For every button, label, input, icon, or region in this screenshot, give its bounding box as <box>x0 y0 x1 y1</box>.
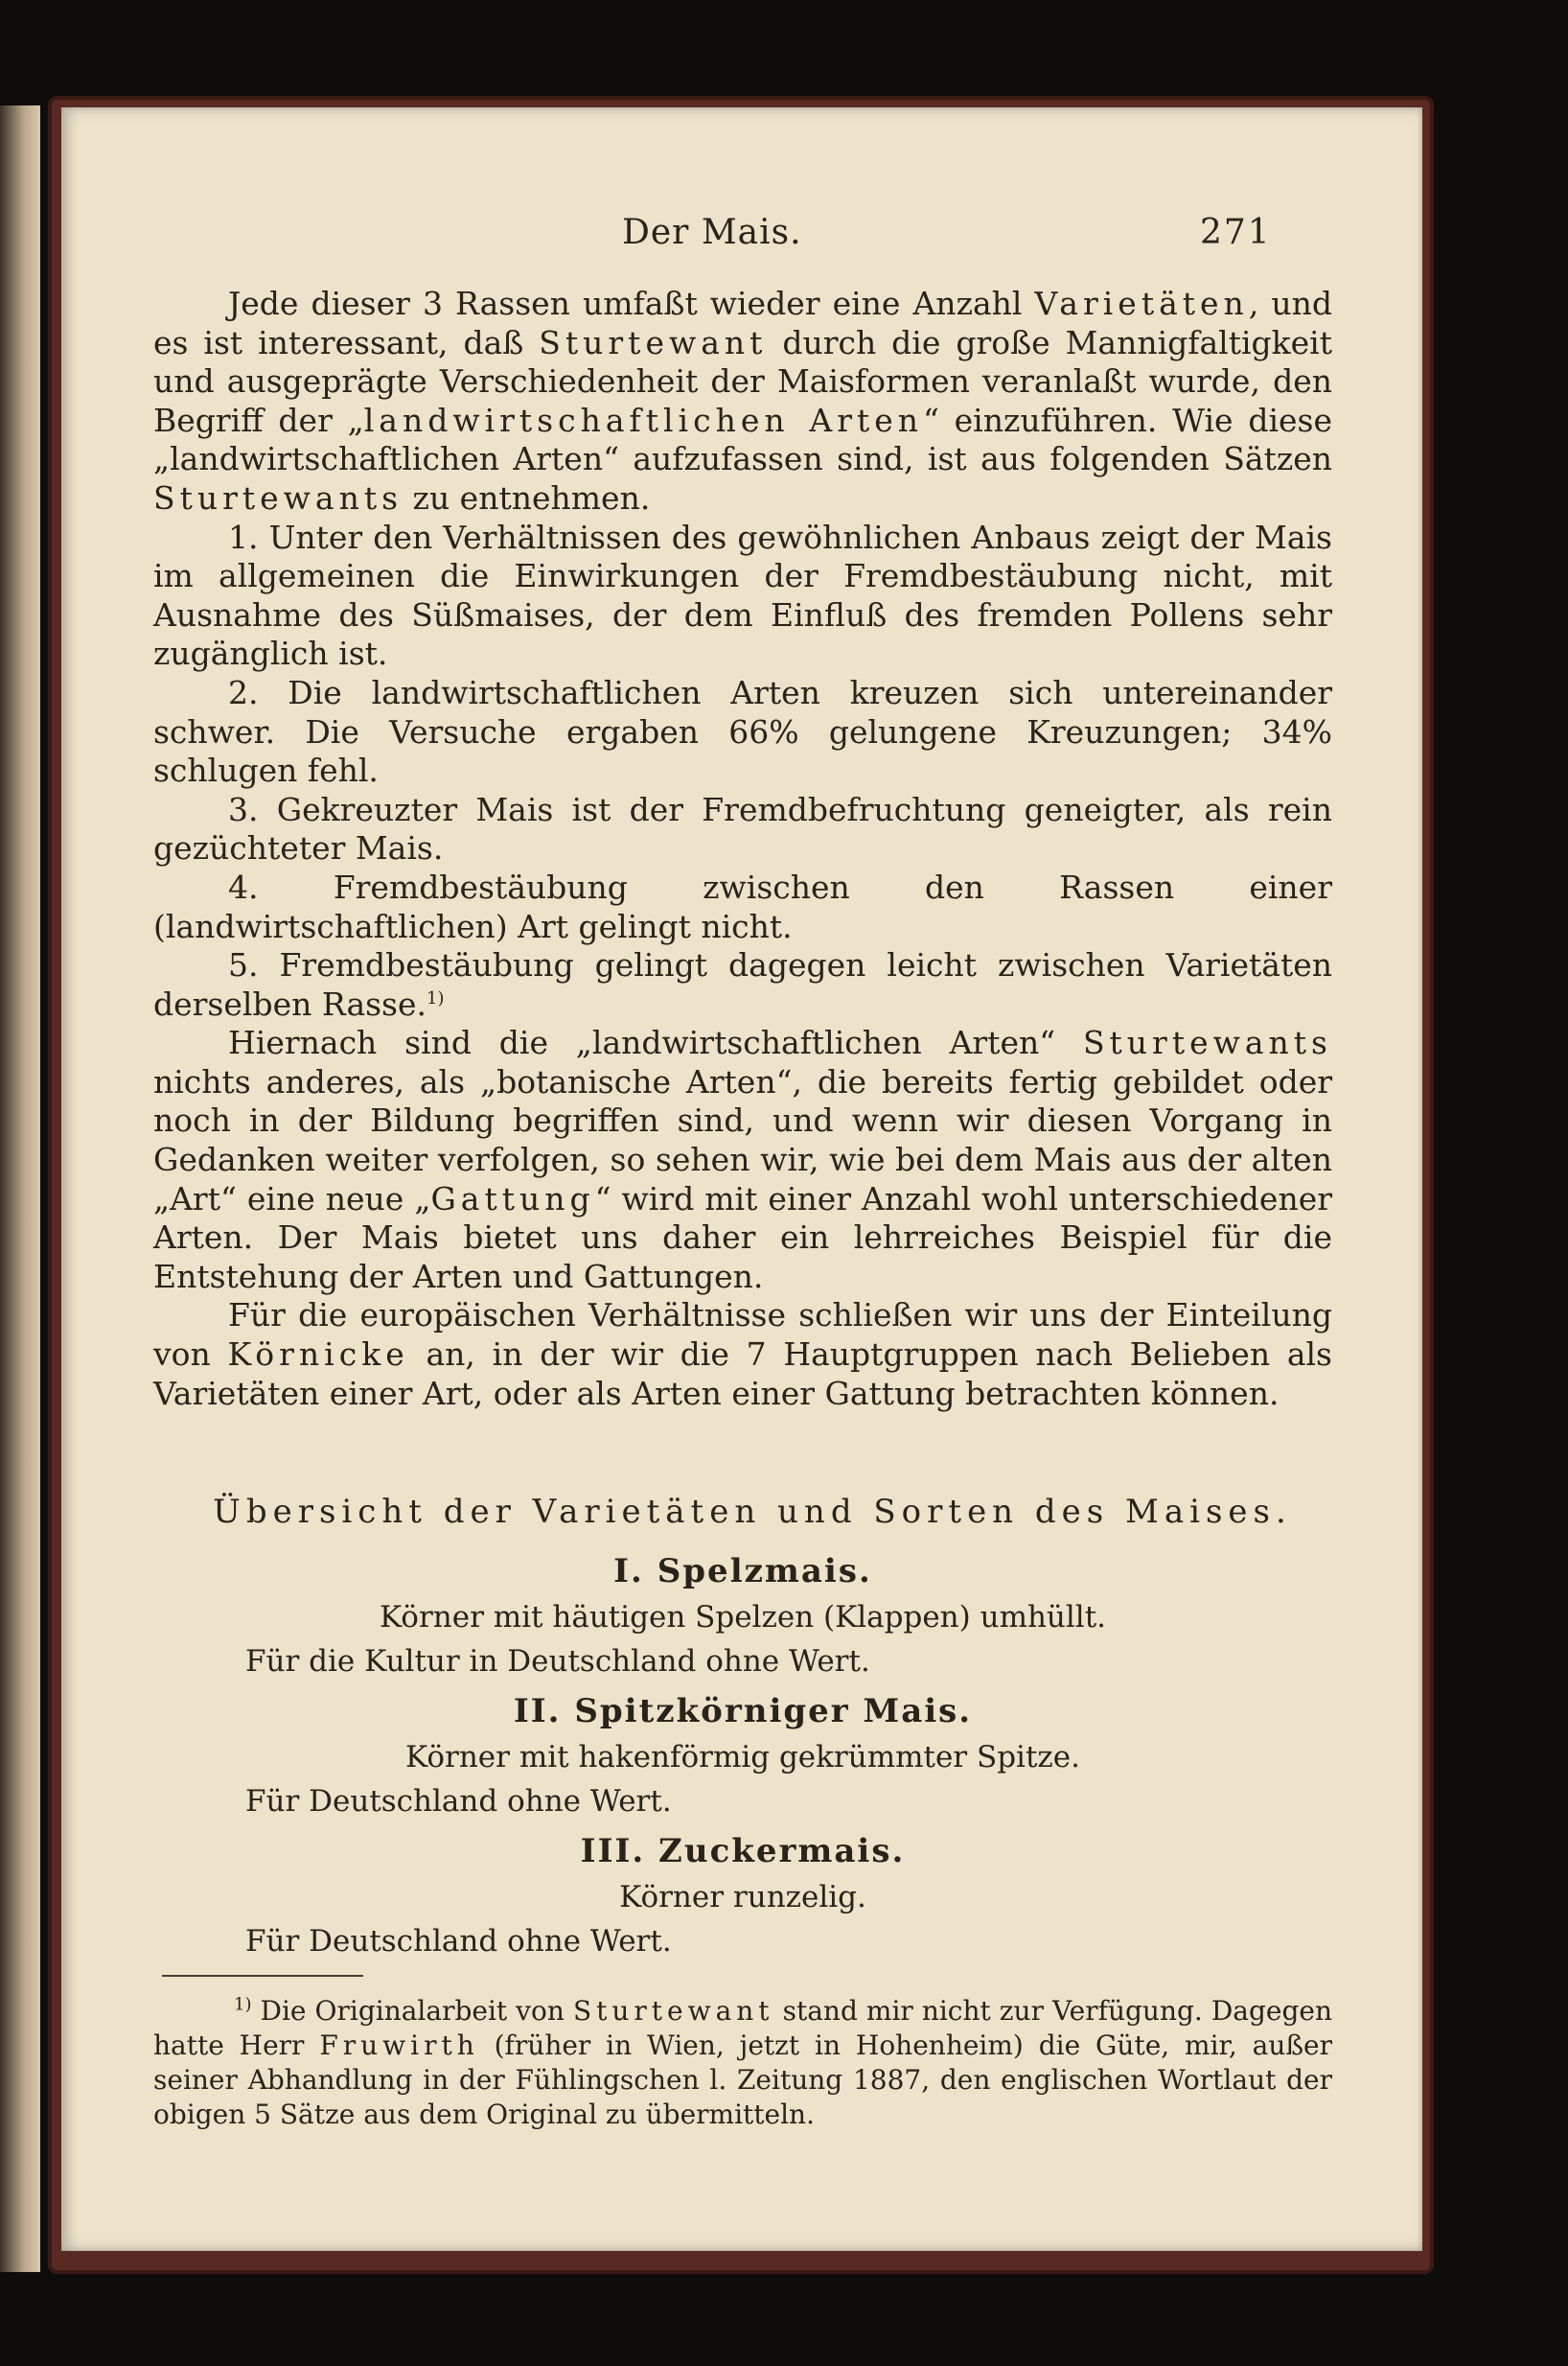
list-item: 4. Fremdbestäubung zwischen den Rassen einer (landwirtschaftlichen) Art gelingt nicht. <box>153 868 1332 945</box>
variety-heading: I. Spelzmais. <box>613 1552 872 1590</box>
footnote-mark: 1) <box>427 987 445 1009</box>
text-run: Die Originalarbeit von <box>251 1995 573 2027</box>
variety-note: Für die Kultur in Deutschland ohne Wert. <box>245 1644 870 1679</box>
variety-note: Für Deutschland ohne Wert. <box>245 1924 672 1959</box>
list-item: 5. Fremdbestäubung gelingt dagegen leicht zwischen Varietäten derselben Rasse. <box>153 946 1332 1023</box>
author-name: Körnicke <box>227 1335 409 1374</box>
footnote-mark: 1) <box>234 1994 252 2015</box>
body-text <box>153 285 1332 1413</box>
paragraph <box>153 285 1332 519</box>
author-name: Fruwirth <box>319 2030 479 2061</box>
text-run: (früher in Wien, jetzt in Hohenheim) die Güte, mir, außer seiner Abhandlung in der Fühlingschen l. Zeitung 1887, den englischen Wortlaut der obigen 5 Sätze aus dem Original zu übermitteln. <box>153 2030 1333 2130</box>
variety-note: Für Deutschland ohne Wert. <box>245 1784 672 1819</box>
list-item: 1. Unter den Verhältnissen des gewöhnlichen Anbaus zeigt der Mais im allgemeinen die Einwirkungen der Fremdbestäubung nicht, mit Ausnahme des Süßmaises, der dem Einfluß des fremden Pollens sehr zugänglich ist. <box>153 518 1332 673</box>
running-head: Der Mais. <box>622 213 802 252</box>
page-number: 271 <box>1200 213 1272 252</box>
left-page-edge <box>0 105 40 2272</box>
text-run: an, in der wir die 7 Hauptgruppen nach Belieben als Varietäten einer Art, oder als Arten einer Gattung betrachten können. <box>153 1335 1332 1412</box>
paragraph <box>153 1024 1332 1296</box>
author-name: Sturtewants <box>153 478 404 517</box>
text-run: Hiernach sind die „landwirtschaftlichen Arten“ <box>228 1024 1083 1062</box>
text-run: nichts anderes, als „botanische Arten“, die bereits fertig gebildet oder noch in der Bildung begriffen sind, und wenn wir diesen Vorgang in Gedanken weiter verfolgen, so sehen wir, wie bei dem Mais aus der alten „Art“ eine neue „ <box>153 1062 1332 1218</box>
list-item-with-footnote <box>153 946 1332 1024</box>
paragraph <box>153 1296 1332 1413</box>
author-name: Sturtewant <box>539 323 768 361</box>
emphasis: landwirtschaftlichen Arten <box>363 401 924 439</box>
text-run: zu entnehmen. <box>403 478 651 517</box>
footnote-rule <box>162 1975 363 1977</box>
text-run: “ einzuführen. Wie diese „landwirtschaftlichen Arten“ aufzufassen sind, ist aus folgenden Sätzen <box>153 401 1332 478</box>
footnote <box>153 1994 1332 2132</box>
footnote-text <box>153 1994 1332 2132</box>
text-run: durch die große Mannigfaltigkeit und ausgeprägte Verschiedenheit der Maisformen veranlaßt wurde, den Begriff der „ <box>153 323 1332 439</box>
emphasis: Gattung <box>430 1179 595 1218</box>
text-run: “ wird mit einer Anzahl wohl unterschiedener Arten. Der Mais bietet uns daher ein lehrreiches Beispiel für die Entstehung der Arten und Gattungen. <box>153 1179 1332 1295</box>
text-run: stand mir nicht zur Verfügung. Dagegen hatte Herr <box>153 1995 1333 2061</box>
variety-overview <box>153 1493 1332 1972</box>
overview-title: Übersicht der Varietäten und Sorten des Maises. <box>213 1493 1292 1531</box>
variety-heading: III. Zuckermais. <box>580 1832 906 1870</box>
page-header <box>61 203 1422 261</box>
list-item: 2. Die landwirtschaftlichen Arten kreuzen sich untereinander schwer. Die Versuche ergaben 66% gelungene Kreuzungen; 34% schlugen fehl. <box>153 673 1332 790</box>
variety-heading: II. Spitzkörniger Mais. <box>513 1692 973 1730</box>
variety-description: Körner mit häutigen Spelzen (Klappen) umhüllt. <box>379 1600 1107 1635</box>
text-run: Für die europäischen Verhältnisse schließen wir uns der Einteilung von <box>153 1296 1332 1374</box>
emphasis: Varietäten <box>1034 285 1249 322</box>
variety-description: Körner runzelig. <box>619 1880 866 1914</box>
author-name: Sturtewant <box>572 1995 774 2027</box>
author-name: Sturtewants <box>1082 1024 1332 1062</box>
text-run: Jede dieser 3 Rassen umfaßt wieder eine Anzahl <box>228 285 1035 322</box>
text-run: , und es ist interessant, daß <box>153 285 1332 361</box>
book-page <box>61 107 1422 2251</box>
variety-description: Körner mit hakenförmig gekrümmter Spitze. <box>405 1740 1080 1774</box>
list-item: 3. Gekreuzter Mais ist der Fremdbefruchtung geneigter, als rein gezüchteter Mais. <box>153 790 1332 868</box>
